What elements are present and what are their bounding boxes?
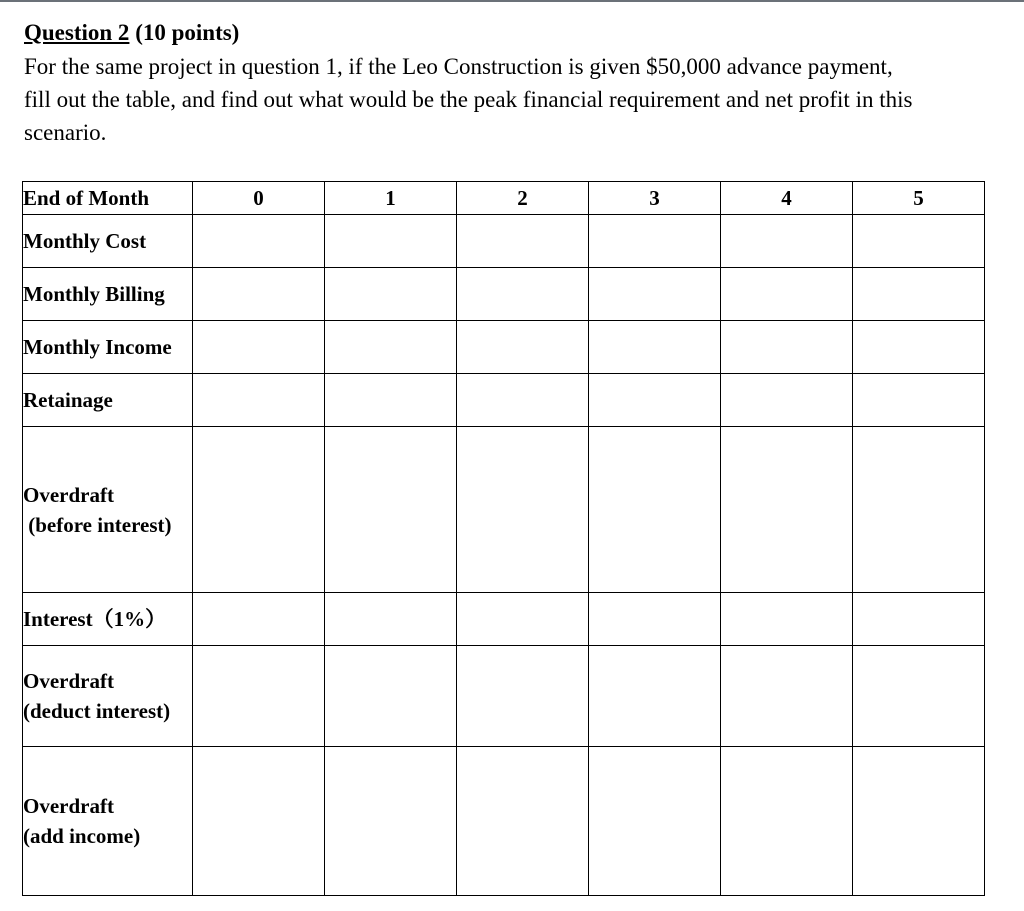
- answer-cell[interactable]: [853, 374, 985, 427]
- row-label-line: Retainage: [23, 388, 113, 412]
- answer-cell[interactable]: [457, 268, 589, 321]
- answer-cell[interactable]: [193, 427, 325, 593]
- row-label-line: (deduct interest): [23, 699, 171, 723]
- answer-cell[interactable]: [193, 321, 325, 374]
- row-label-line: Overdraft: [23, 669, 114, 693]
- row-label: [23, 646, 193, 747]
- answer-cell[interactable]: [721, 593, 853, 646]
- answer-cell[interactable]: [589, 593, 721, 646]
- row-label: [23, 215, 193, 268]
- answer-cell[interactable]: [589, 646, 721, 747]
- question-points: (10 points): [135, 20, 240, 45]
- answer-cell[interactable]: [193, 374, 325, 427]
- answer-cell[interactable]: [325, 593, 457, 646]
- month-header: 0: [193, 182, 325, 215]
- answer-cell[interactable]: [193, 215, 325, 268]
- month-header: 4: [721, 182, 853, 215]
- table-row: [23, 374, 985, 427]
- table-row: [23, 646, 985, 747]
- row-label-line: (before interest): [23, 512, 172, 537]
- answer-cell[interactable]: [193, 646, 325, 747]
- answer-cell[interactable]: [457, 321, 589, 374]
- answer-cell[interactable]: [853, 268, 985, 321]
- row-label-line: (add income): [23, 824, 141, 848]
- answer-cell[interactable]: [721, 427, 853, 593]
- header-row: [23, 182, 985, 215]
- answer-cell[interactable]: [325, 215, 457, 268]
- answer-cell[interactable]: [589, 747, 721, 896]
- answer-cell[interactable]: [325, 268, 457, 321]
- answer-cell[interactable]: [853, 215, 985, 268]
- table-row: [23, 321, 985, 374]
- top-border-rule: [0, 0, 1024, 2]
- question-heading: [24, 18, 239, 48]
- row-label-line: Interest（1%）: [23, 607, 167, 631]
- row-label-line: Monthly Income: [23, 335, 172, 359]
- answer-cell[interactable]: [853, 321, 985, 374]
- cash-flow-table: [22, 181, 985, 896]
- row-label: [23, 427, 193, 593]
- prompt-line: fill out the table, and find out what would be the peak financial requirement and net profit in this: [24, 87, 913, 112]
- answer-cell[interactable]: [721, 646, 853, 747]
- answer-cell[interactable]: [325, 321, 457, 374]
- table-row: [23, 593, 985, 646]
- question-prompt: [24, 50, 1004, 149]
- answer-cell[interactable]: [721, 747, 853, 896]
- answer-cell[interactable]: [325, 747, 457, 896]
- question-number: Question 2: [24, 20, 130, 45]
- prompt-line: For the same project in question 1, if the Leo Construction is given $50,000 advance payment,: [24, 54, 893, 79]
- answer-cell[interactable]: [721, 374, 853, 427]
- header-label: End of Month: [23, 182, 193, 215]
- row-label-line: Monthly Cost: [23, 229, 147, 253]
- row-label-line: Monthly Billing: [23, 282, 165, 306]
- answer-cell[interactable]: [193, 747, 325, 896]
- table-row: [23, 215, 985, 268]
- answer-cell[interactable]: [853, 593, 985, 646]
- row-label: [23, 747, 193, 896]
- prompt-line: scenario.: [24, 120, 107, 145]
- row-label: [23, 321, 193, 374]
- answer-cell[interactable]: [721, 268, 853, 321]
- month-header: 5: [853, 182, 985, 215]
- answer-cell[interactable]: [589, 374, 721, 427]
- month-header: 1: [325, 182, 457, 215]
- answer-cell[interactable]: [589, 268, 721, 321]
- row-label: [23, 268, 193, 321]
- answer-cell[interactable]: [589, 215, 721, 268]
- table-row: [23, 427, 985, 593]
- answer-cell[interactable]: [457, 646, 589, 747]
- answer-cell[interactable]: [853, 747, 985, 896]
- answer-cell[interactable]: [721, 215, 853, 268]
- answer-cell[interactable]: [721, 321, 853, 374]
- row-label-line: Overdraft: [23, 794, 114, 818]
- answer-cell[interactable]: [193, 593, 325, 646]
- answer-cell[interactable]: [193, 268, 325, 321]
- row-label-line: Overdraft: [23, 482, 114, 507]
- month-header: 2: [457, 182, 589, 215]
- table-row: [23, 747, 985, 896]
- answer-cell[interactable]: [325, 427, 457, 593]
- month-header: 3: [589, 182, 721, 215]
- answer-cell[interactable]: [853, 646, 985, 747]
- answer-cell[interactable]: [325, 646, 457, 747]
- answer-cell[interactable]: [457, 427, 589, 593]
- row-label: [23, 593, 193, 646]
- answer-cell[interactable]: [589, 427, 721, 593]
- answer-cell[interactable]: [457, 593, 589, 646]
- answer-cell[interactable]: [589, 321, 721, 374]
- row-label: [23, 374, 193, 427]
- answer-cell[interactable]: [457, 374, 589, 427]
- answer-cell[interactable]: [457, 215, 589, 268]
- answer-cell[interactable]: [325, 374, 457, 427]
- table-row: [23, 268, 985, 321]
- answer-cell[interactable]: [457, 747, 589, 896]
- answer-cell[interactable]: [853, 427, 985, 593]
